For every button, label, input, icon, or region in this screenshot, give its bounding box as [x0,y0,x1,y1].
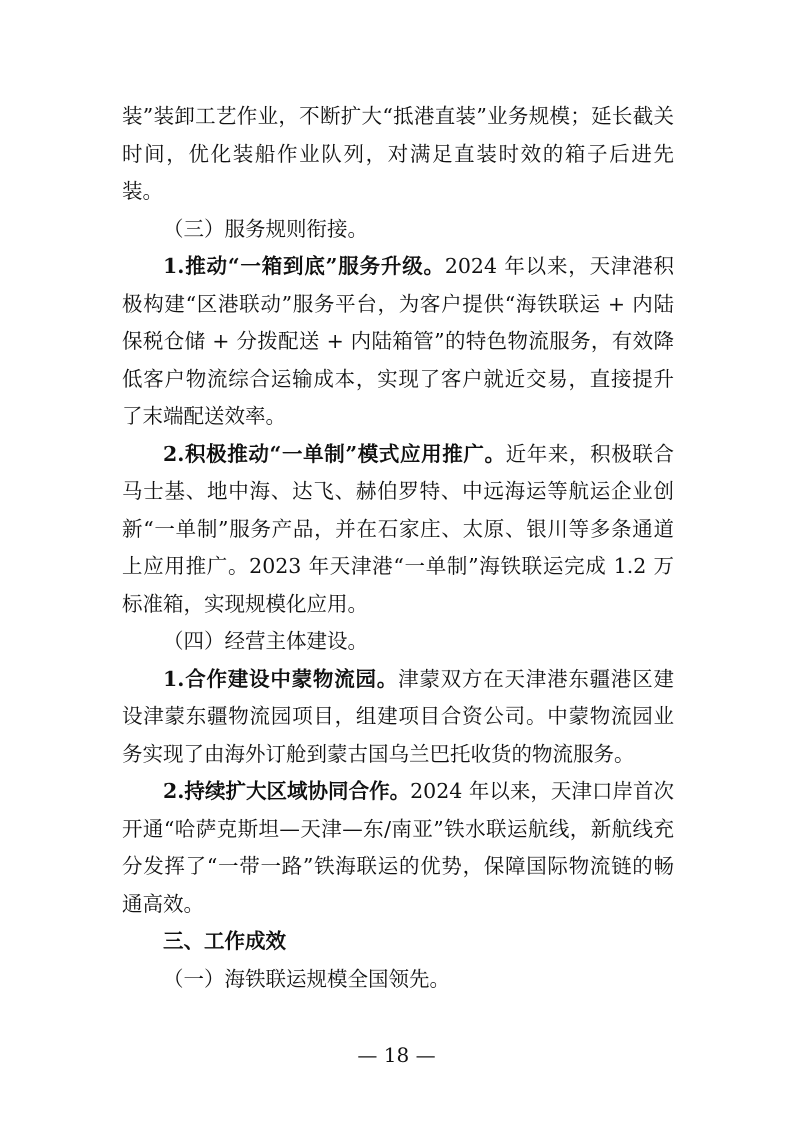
paragraph-text: 津蒙双方在天津港东疆港区建设津蒙东疆物流园项目，组建项目合资公司。中蒙物流园业务实现了由海外订舱到蒙古国乌兰巴托收货的物流服务。 [122,666,675,766]
subsection-heading-4 [122,623,674,661]
subsection-heading-1: （一）海铁联运规模全国领先。 [163,966,450,991]
paragraph-lead: 1.合作建设中蒙物流园。 [163,666,399,691]
page-number: — 18 — [357,1043,436,1067]
paragraph-item-1 [122,248,674,436]
section-heading: 三、工作成效 [163,929,286,953]
subsection-heading-3 [122,211,674,249]
paragraph-text: 装”装卸工艺作业，不断扩大“抵港直装”业务规模；延长截关时间，优化装船作业队列，对满足直装时效的箱子后进先装。 [122,104,674,203]
paragraph-lead: 2.持续扩大区域协同合作。 [163,779,411,803]
paragraph-item-4 [122,773,674,923]
paragraph-lead: 2.积极推动“一单制”模式应用推广。 [163,441,506,466]
subsection-heading-text: （三）服务规则衔接。 [163,216,368,241]
paragraph-lead: 1.推动“一箱到底”服务升级。 [163,254,445,278]
paragraph-continuation [122,98,674,211]
paragraph-text: 2024 年以来，天津港积极构建“区港联动”服务平台，为客户提供“海铁联运 + 内陆保税仓储 + 分拨配送 + 内陆箱管”的特色物流服务，有效降低客户物流综合运输成本，实现了客户就近交易，直接提升了末端配送效率。 [122,254,675,428]
document-body [122,98,674,998]
paragraph-text: 近年来，积极联合马士基、地中海、达飞、赫伯罗特、中远海运等航运企业创新“一单制”服务产品，并在石家庄、太原、银川等多条通道上应用推广。2023 年天津港“一单制”海铁联运完成 1.2 万标准箱，实现规模化应用。 [122,441,675,616]
paragraph-item-3 [122,661,674,774]
subsection-heading-text: （四）经营主体建设。 [163,629,368,653]
paragraph-text: 2024 年以来，天津口岸首次开通“哈萨克斯坦—天津—东/南亚”铁水联运航线，新航线充分发挥了“一带一路”铁海联运的优势，保障国际物流链的畅通高效。 [122,779,674,916]
paragraph-item-2 [122,436,674,624]
